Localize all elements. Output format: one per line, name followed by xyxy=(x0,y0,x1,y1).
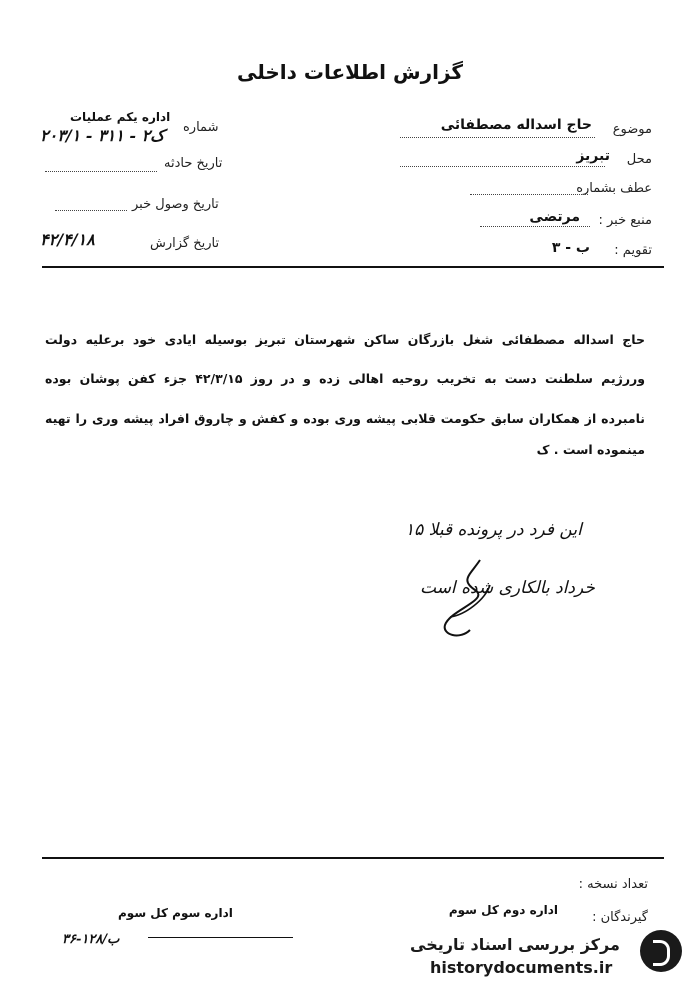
incident-date-dotted-line xyxy=(45,171,157,172)
handwritten-note-1: این فرد در پرونده قبلا ۱۵ xyxy=(405,520,582,540)
incident-date-label: تاریخ حادثه xyxy=(164,156,223,171)
file-number: ۳۶-۱۲۸/ب xyxy=(62,932,120,947)
report-date-value: ۴۲/۴/۱۸ xyxy=(40,230,95,249)
receipt-date-label: تاریخ وصول خبر xyxy=(132,197,219,212)
office-stamp: اداره یکم عملیات xyxy=(70,110,171,124)
recipient-right: اداره دوم کل سوم xyxy=(448,903,558,917)
reference-dotted-line xyxy=(470,194,588,195)
place-value: تبریز xyxy=(576,148,610,164)
recipient-left: اداره سوم کل سوم xyxy=(118,906,233,920)
number-label: شماره xyxy=(183,120,219,135)
handwritten-note-2: خرداد بالکاری شده است xyxy=(420,578,595,598)
subject-label: موضوع xyxy=(612,122,652,137)
recipients-label: گیرندگان : xyxy=(592,910,648,925)
receipt-date-dotted-line xyxy=(55,210,127,211)
evaluation-value: ب - ۳ xyxy=(551,240,590,256)
number-value: ۲۰۳/۱ - ۳۱۱ - ۲ک xyxy=(40,126,165,145)
signature-mark xyxy=(430,555,520,645)
footer-divider xyxy=(42,857,664,859)
body-line-3: نامبرده از همکاران سابق حکومت قلابی پیشه وری بوده و کفش و چاروق افراد پیشه وری را تهیه xyxy=(45,411,645,426)
watermark-url: historydocuments.ir xyxy=(430,958,613,977)
source-value: مرتضی xyxy=(529,209,580,225)
source-dotted-line xyxy=(480,226,590,227)
evaluation-label: تقویم : xyxy=(614,243,652,258)
report-title: گزارش اطلاعات داخلی xyxy=(236,60,464,84)
archive-logo-icon xyxy=(640,930,682,972)
copies-label: تعداد نسخه : xyxy=(578,877,648,892)
subject-dotted-line xyxy=(400,137,595,138)
body-line-4: مینموده است . ک xyxy=(536,442,645,457)
source-label: منبع خبر : xyxy=(598,213,652,228)
place-label: محل xyxy=(626,152,652,167)
watermark-title: مرکز بررسی اسناد تاریخی xyxy=(410,935,620,954)
report-date-label: تاریخ گزارش xyxy=(150,236,220,251)
header-divider xyxy=(42,266,664,268)
body-line-1: حاج اسداله مصطفائی شغل بازرگان ساکن شهرستان تبریز بوسیله ایادی خود برعلیه دولت xyxy=(45,332,645,347)
body-line-2: وررژیم سلطنت دست به تخریب روحیه اهالی زده و در روز ۴۲/۳/۱۵ جزء کفن پوشان بوده xyxy=(45,371,645,386)
footer-short-rule xyxy=(148,937,293,938)
reference-label: عطف بشماره xyxy=(576,181,652,196)
subject-value: حاج اسداله مصطفائی xyxy=(440,117,592,133)
place-dotted-line xyxy=(400,166,605,167)
